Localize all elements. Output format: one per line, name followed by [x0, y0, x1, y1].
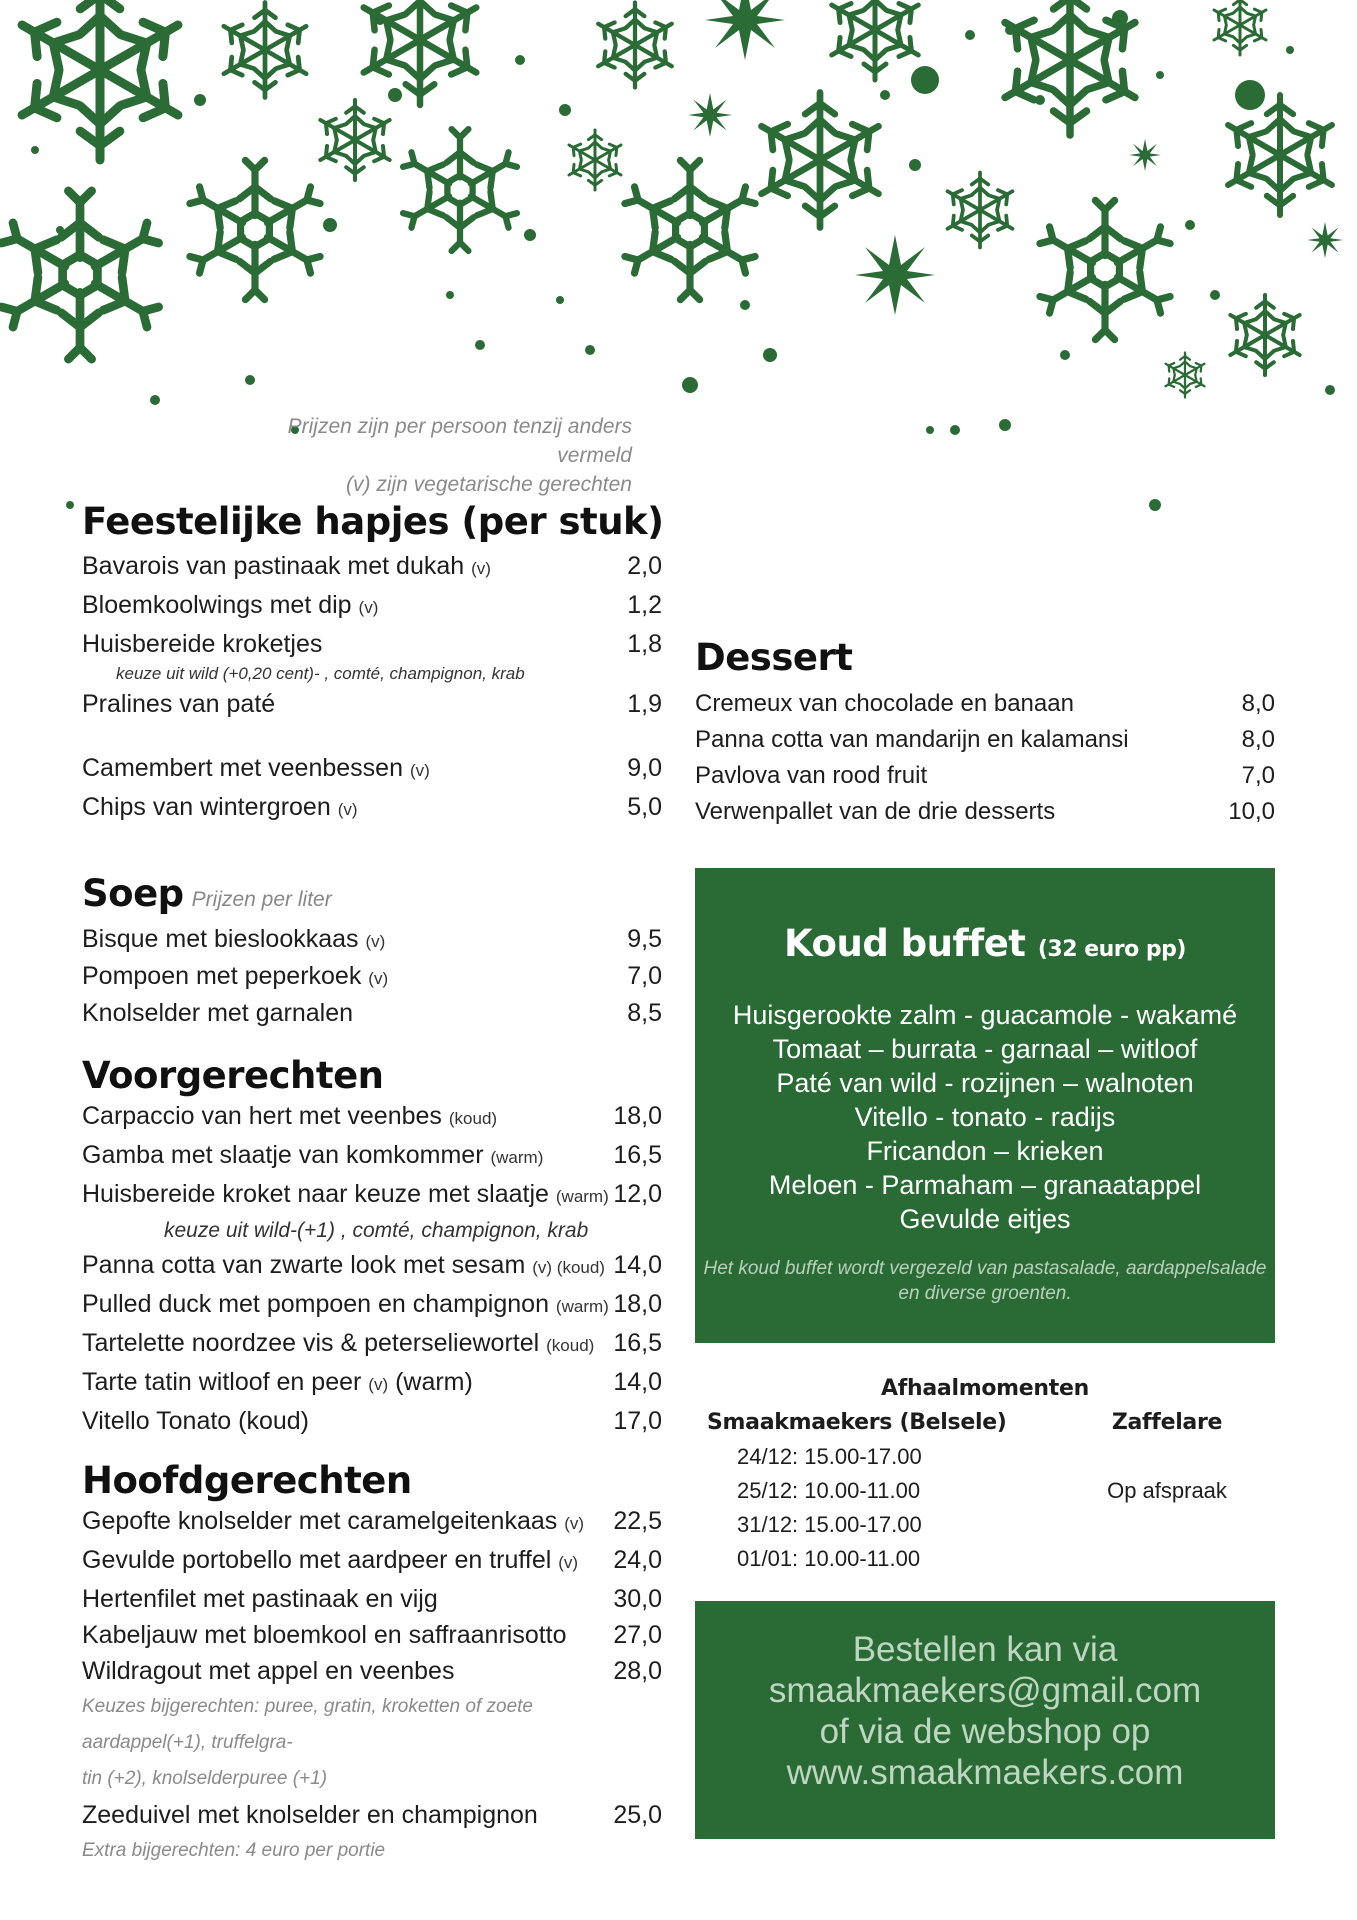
item-tag: (v) — [365, 932, 386, 951]
item-price: 10,0 — [1228, 798, 1275, 825]
afhaalmomenten — [695, 1372, 1275, 1576]
item-name: Hertenfilet met pastinaak en vijg — [82, 1585, 438, 1613]
item-tag: (koud) — [448, 1109, 498, 1128]
order-line: of via de webshop op — [819, 1712, 1151, 1751]
item-tag: (warm) — [555, 1187, 609, 1206]
location-zaffelare — [1067, 1406, 1267, 1576]
menu-item — [82, 1581, 662, 1617]
item-name: Gamba met slaatje van komkommer — [82, 1141, 484, 1169]
menu-item — [82, 1176, 662, 1215]
menu-item — [695, 686, 1275, 722]
item-name: Panna cotta van zwarte look met sesam — [82, 1251, 526, 1279]
menu-item — [695, 722, 1275, 758]
item-price: 9,0 — [627, 754, 662, 782]
item-name: Tarte tatin witloof en peer — [82, 1368, 362, 1396]
buffet-line: Paté van wild - rozijnen – walnoten — [776, 1068, 1194, 1098]
buffet-note-1: Het koud buffet wordt vergezeld van pastasalade, aardappelsalade — [703, 1258, 1267, 1279]
buffet-line: Gevulde eitjes — [899, 1204, 1071, 1234]
menu-item — [82, 1403, 662, 1439]
item-name: Panna cotta van mandarijn en kalamansi — [695, 726, 1129, 753]
bijgerechten-note-2: tin (+2), knolselderpuree (+1) — [82, 1768, 328, 1789]
item-price: 8,0 — [1241, 726, 1275, 753]
item-price: 25,0 — [613, 1801, 662, 1829]
buffet-note-2: en diverse groenten. — [898, 1283, 1072, 1304]
item-price: 30,0 — [613, 1585, 662, 1613]
menu-item — [695, 794, 1275, 830]
item-name: Chips van wintergroen — [82, 793, 331, 821]
item-tag: (v) — [368, 1375, 389, 1394]
menu-item — [82, 1137, 662, 1176]
buffet-line: Vitello - tonato - radijs — [854, 1102, 1116, 1132]
item-price: 28,0 — [613, 1657, 662, 1685]
item-price: 18,0 — [613, 1290, 662, 1318]
item-name: Vitello Tonato (koud) — [82, 1407, 310, 1435]
price-note-line-2: (v) zijn vegetarische gerechten — [346, 473, 632, 496]
zaffelare-note: Op afspraak — [1107, 1478, 1227, 1503]
kroketjes-note: keuze uit wild (+0,20 cent)- , comté, champignon, krab — [116, 664, 525, 683]
location-name: Smaakmaekers (Belsele) — [707, 1410, 1007, 1435]
snowflake-decoration — [0, 0, 1357, 520]
menu-item — [82, 1542, 662, 1581]
item-price: 16,5 — [613, 1141, 662, 1169]
item-name: Pralines van paté — [82, 690, 276, 718]
item-tag: (v) — [564, 1514, 585, 1533]
menu-item — [82, 1503, 662, 1542]
item-name: Kabeljauw met bloemkool en saffraanrisotto — [82, 1621, 567, 1649]
item-name: Tartelette noordzee vis & peterseliewortel — [82, 1329, 540, 1357]
menu-item — [82, 686, 662, 722]
item-tag: (v) — [471, 559, 491, 578]
item-price: 7,0 — [627, 962, 662, 990]
item-price: 2,0 — [627, 552, 662, 580]
menu-item — [82, 1617, 662, 1653]
item-tag: (v) — [558, 1553, 579, 1572]
menu-item — [82, 1653, 662, 1689]
section-title-soep — [82, 872, 662, 922]
menu-item — [82, 1325, 662, 1364]
item-price: 7,0 — [1241, 762, 1275, 789]
item-price: 24,0 — [613, 1546, 662, 1574]
section-title-hapjes: Feestelijke hapjes (per stuk) — [82, 500, 664, 543]
dessert-section — [695, 636, 1275, 830]
item-tag: (v) (koud) — [532, 1258, 605, 1277]
item-name: Gepofte knolselder met caramelgeitenkaas — [82, 1507, 558, 1535]
item-name: Cremeux van chocolade en banaan — [695, 690, 1074, 717]
menu-item — [82, 1364, 662, 1403]
time-slot: 25/12: 10.00-11.00 — [737, 1478, 921, 1503]
item-price: 14,0 — [613, 1368, 662, 1396]
buffet-line: Fricandon – krieken — [866, 1136, 1104, 1166]
menu-item — [82, 959, 662, 996]
item-name: Huisbereide kroketjes — [82, 630, 323, 658]
item-name: Pulled duck met pompoen en champignon — [82, 1290, 549, 1318]
item-tag: (koud) — [546, 1336, 595, 1355]
menu-item — [82, 548, 662, 587]
location-name: Zaffelare — [1111, 1410, 1223, 1435]
bestellen-box — [695, 1601, 1275, 1839]
item-price: 8,0 — [1241, 690, 1275, 717]
menu-item — [82, 750, 662, 789]
menu-item — [82, 996, 662, 1030]
item-price: 27,0 — [613, 1621, 662, 1649]
menu-item — [82, 1098, 662, 1137]
price-note — [220, 412, 632, 499]
price-note-line-1: Prijzen zijn per persoon tenzij anders vermeld — [287, 415, 632, 467]
koud-buffet-price: (32 euro pp) — [1037, 937, 1186, 962]
menu-item — [82, 922, 662, 959]
item-price: 1,2 — [627, 591, 662, 619]
soep-title: Soep — [82, 872, 184, 915]
item-price: 1,9 — [627, 690, 662, 718]
item-price: 14,0 — [613, 1251, 662, 1279]
item-price: 17,0 — [613, 1407, 662, 1435]
item-tag: (warm) — [555, 1297, 609, 1316]
item-tag: (v) — [358, 598, 379, 617]
koud-buffet-box — [695, 868, 1275, 1343]
item-extra: (warm) — [395, 1368, 473, 1396]
time-slot: 31/12: 15.00-17.00 — [737, 1512, 922, 1537]
item-name: Camembert met veenbessen — [82, 754, 403, 782]
order-website[interactable]: www.smaakmaekers.com — [786, 1753, 1184, 1792]
buffet-line: Huisgerookte zalm - guacamole - wakamé — [732, 1000, 1238, 1030]
item-price: 18,0 — [613, 1102, 662, 1130]
menu-item — [82, 789, 662, 828]
buffet-line: Meloen - Parmaham – granaatappel — [768, 1170, 1202, 1200]
item-price: 22,5 — [613, 1507, 662, 1535]
item-name: Carpaccio van hert met veenbes — [82, 1102, 442, 1130]
item-price: 8,5 — [627, 999, 662, 1027]
item-name: Pavlova van rood fruit — [695, 762, 928, 789]
item-name: Wildragout met appel en veenbes — [82, 1657, 455, 1685]
order-email[interactable]: smaakmaekers@gmail.com — [768, 1671, 1202, 1710]
item-name: Bisque met bieslookkaas — [82, 925, 359, 953]
section-title-voorgerechten: Voorgerechten — [82, 1054, 384, 1097]
item-tag: (v) — [368, 969, 389, 988]
bijgerechten-note-1: Keuzes bijgerechten: puree, gratin, kroketten of zoete aardappel(+1), truffelgra- — [82, 1696, 533, 1753]
item-price: 1,8 — [627, 630, 662, 658]
section-title-hoofdgerechten: Hoofdgerechten — [82, 1459, 412, 1502]
time-slot: 24/12: 15.00-17.00 — [737, 1444, 922, 1469]
item-name: Bloemkoolwings met dip — [82, 591, 352, 619]
item-name: Huisbereide kroket naar keuze met slaatje — [82, 1180, 549, 1208]
soep-subtitle: Prijzen per liter — [191, 888, 332, 911]
item-name: Zeeduivel met knolselder en champignon — [82, 1801, 538, 1829]
section-title-dessert: Dessert — [695, 636, 853, 679]
koud-buffet-title — [695, 922, 1275, 972]
item-price: 9,5 — [627, 925, 662, 953]
menu-item — [82, 1797, 662, 1833]
menu-item — [82, 587, 662, 626]
item-price: 5,0 — [627, 793, 662, 821]
left-column — [82, 500, 662, 1869]
item-price: 12,0 — [613, 1180, 662, 1208]
time-slot: 01/01: 10.00-11.00 — [737, 1546, 921, 1571]
item-tag: (v) — [337, 800, 358, 819]
menu-item — [82, 1286, 662, 1325]
item-tag: (v) — [409, 761, 430, 780]
location-belsele — [695, 1406, 1067, 1576]
afhaal-title: Afhaalmomenten — [881, 1376, 1089, 1401]
item-name: Bavarois van pastinaak met dukah — [82, 552, 465, 580]
item-name: Gevulde portobello met aardpeer en truffel — [82, 1546, 552, 1574]
menu-item — [82, 626, 662, 662]
item-name: Verwenpallet van de drie desserts — [695, 798, 1056, 825]
order-line: Bestellen kan via — [852, 1630, 1118, 1669]
buffet-line: Tomaat – burrata - garnaal – witloof — [772, 1034, 1198, 1064]
item-price: 16,5 — [613, 1329, 662, 1357]
menu-item — [695, 758, 1275, 794]
extra-bijgerechten-note: Extra bijgerechten: 4 euro per portie — [82, 1840, 386, 1861]
item-name: Knolselder met garnalen — [82, 999, 353, 1027]
item-tag: (warm) — [490, 1148, 544, 1167]
item-name: Pompoen met peperkoek — [82, 962, 362, 990]
kroket-note: keuze uit wild-(+1) , comté, champignon, krab — [164, 1219, 589, 1242]
menu-item — [82, 1247, 662, 1286]
koud-buffet-title-text: Koud buffet — [784, 922, 1026, 965]
